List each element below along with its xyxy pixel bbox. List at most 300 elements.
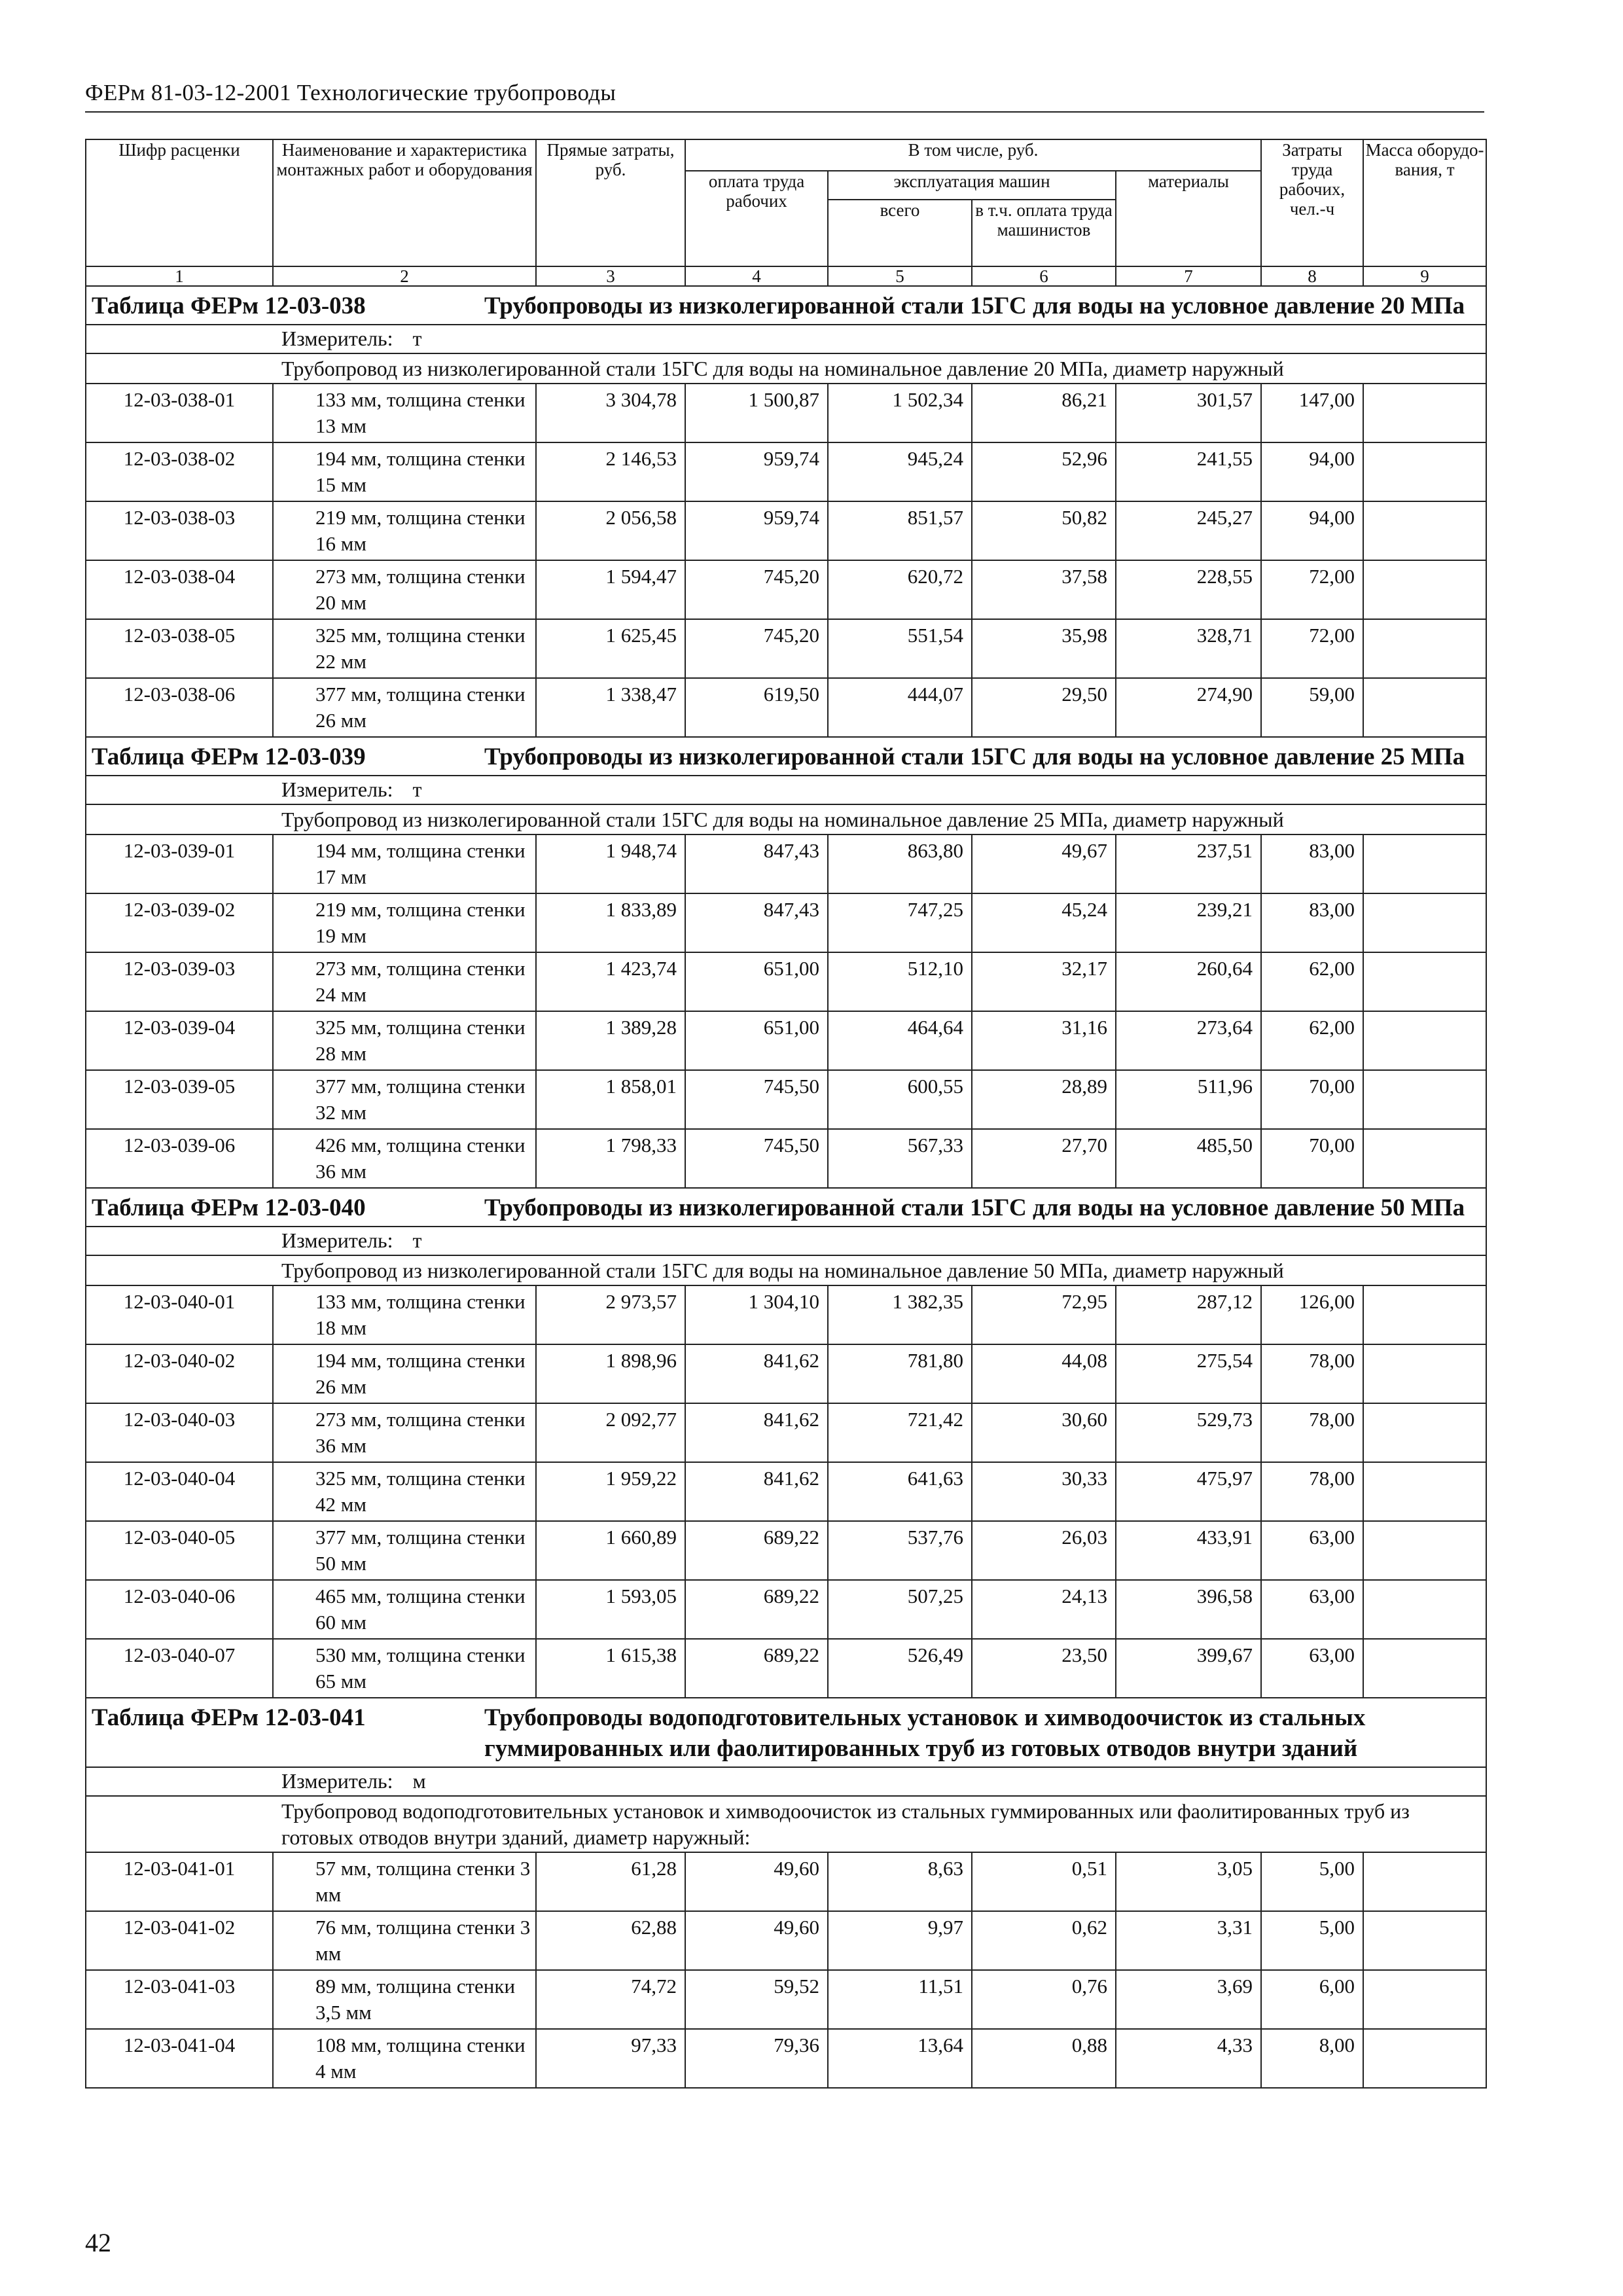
table-row xyxy=(86,678,1486,737)
cell-materials: 3,31 xyxy=(1116,1911,1261,1970)
cell-labor: 745,50 xyxy=(685,1070,828,1129)
section-code: Таблица ФЕРм 12-03-041 xyxy=(92,1704,366,1731)
cell-mass xyxy=(1363,1852,1486,1911)
cell-mass xyxy=(1363,442,1486,501)
cell-name: 219 мм, толщина стенки 16 мм xyxy=(273,501,536,560)
cell-materials: 237,51 xyxy=(1116,834,1261,893)
cell-materials: 4,33 xyxy=(1116,2029,1261,2088)
cell-m-total: 1 382,35 xyxy=(828,1285,972,1344)
cell-m-total: 863,80 xyxy=(828,834,972,893)
table-row xyxy=(86,1344,1486,1403)
cell-m-labor: 28,89 xyxy=(972,1070,1116,1129)
cell-workers: 147,00 xyxy=(1261,384,1363,442)
section-title xyxy=(86,1189,1486,1226)
cell-name: 133 мм, толщина стенки 13 мм xyxy=(273,384,536,442)
cell-materials: 529,73 xyxy=(1116,1403,1261,1462)
cell-labor: 841,62 xyxy=(685,1344,828,1403)
cell-labor: 651,00 xyxy=(685,1011,828,1070)
cell-mass xyxy=(1363,1011,1486,1070)
cell-m-total: 526,49 xyxy=(828,1639,972,1698)
cell-labor: 59,52 xyxy=(685,1970,828,2029)
section-heading: Трубопроводы из низколегированной стали 15ГС для воды на условное давление 25 МПа xyxy=(484,744,1465,770)
cell-name: 194 мм, толщина стенки 17 мм xyxy=(273,834,536,893)
section-heading: Трубопроводы из низколегированной стали 15ГС для воды на условное давление 50 МПа xyxy=(484,1194,1465,1221)
cell-direct: 1 615,38 xyxy=(536,1639,685,1698)
table-row xyxy=(86,1129,1486,1188)
cell-labor: 689,22 xyxy=(685,1639,828,1698)
cell-name: 325 мм, толщина стенки 42 мм xyxy=(273,1462,536,1521)
table-row xyxy=(86,1521,1486,1580)
table-row xyxy=(86,442,1486,501)
cell-direct: 2 056,58 xyxy=(536,501,685,560)
cell-materials: 260,64 xyxy=(1116,952,1261,1011)
cell-workers: 6,00 xyxy=(1261,1970,1363,2029)
cell-labor: 49,60 xyxy=(685,1911,828,1970)
cell-m-labor: 37,58 xyxy=(972,560,1116,619)
measure-label: Измеритель: xyxy=(281,1229,393,1252)
section-title xyxy=(86,1698,1486,1767)
cell-materials: 399,67 xyxy=(1116,1639,1261,1698)
cell-direct: 2 146,53 xyxy=(536,442,685,501)
cell-workers: 70,00 xyxy=(1261,1070,1363,1129)
cell-code: 12-03-038-06 xyxy=(86,678,273,737)
table-row xyxy=(86,1285,1486,1344)
cell-m-total: 551,54 xyxy=(828,619,972,678)
cell-m-labor: 45,24 xyxy=(972,893,1116,952)
cell-labor: 651,00 xyxy=(685,952,828,1011)
cell-materials: 228,55 xyxy=(1116,560,1261,619)
section-measure-cell xyxy=(86,325,1486,353)
table-row xyxy=(86,1070,1486,1129)
cell-mass xyxy=(1363,1580,1486,1639)
section-description: Трубопровод из низколегированной стали 15ГС для воды на номинальное давление 25 МПа, диаметр наружный xyxy=(86,804,1486,834)
cell-direct: 3 304,78 xyxy=(536,384,685,442)
cell-direct: 1 858,01 xyxy=(536,1070,685,1129)
section-title-row xyxy=(86,1698,1486,1767)
cell-code: 12-03-040-02 xyxy=(86,1344,273,1403)
section-measure xyxy=(86,1768,1486,1795)
section-description-row xyxy=(86,1796,1486,1852)
cell-workers: 78,00 xyxy=(1261,1462,1363,1521)
section-title-row xyxy=(86,737,1486,776)
cell-workers: 94,00 xyxy=(1261,501,1363,560)
col-number: 5 xyxy=(828,266,972,286)
cell-materials: 475,97 xyxy=(1116,1462,1261,1521)
cell-direct: 1 389,28 xyxy=(536,1011,685,1070)
cell-workers: 62,00 xyxy=(1261,1011,1363,1070)
col-number: 7 xyxy=(1116,266,1261,286)
cell-code: 12-03-041-02 xyxy=(86,1911,273,1970)
col-number: 2 xyxy=(273,266,536,286)
cell-direct: 1 625,45 xyxy=(536,619,685,678)
cell-m-total: 1 502,34 xyxy=(828,384,972,442)
cell-m-labor: 35,98 xyxy=(972,619,1116,678)
cell-workers: 59,00 xyxy=(1261,678,1363,737)
col-number: 3 xyxy=(536,266,685,286)
cell-mass xyxy=(1363,501,1486,560)
cell-m-total: 747,25 xyxy=(828,893,972,952)
cell-code: 12-03-039-01 xyxy=(86,834,273,893)
section-title-cell xyxy=(86,286,1486,325)
cell-direct: 1 423,74 xyxy=(536,952,685,1011)
cell-m-labor: 0,76 xyxy=(972,1970,1116,2029)
cell-code: 12-03-039-03 xyxy=(86,952,273,1011)
section-code: Таблица ФЕРм 12-03-038 xyxy=(92,293,366,319)
cell-name: 219 мм, толщина стенки 19 мм xyxy=(273,893,536,952)
cell-mass xyxy=(1363,678,1486,737)
cell-direct: 74,72 xyxy=(536,1970,685,2029)
cell-code: 12-03-040-05 xyxy=(86,1521,273,1580)
cell-workers: 72,00 xyxy=(1261,619,1363,678)
cell-mass xyxy=(1363,952,1486,1011)
cell-mass xyxy=(1363,1521,1486,1580)
cell-workers: 70,00 xyxy=(1261,1129,1363,1188)
table-row xyxy=(86,1462,1486,1521)
cell-labor: 847,43 xyxy=(685,834,828,893)
cell-mass xyxy=(1363,1911,1486,1970)
col-header-code: Шифр расценки xyxy=(86,139,273,266)
table-row xyxy=(86,1639,1486,1698)
cell-workers: 5,00 xyxy=(1261,1852,1363,1911)
section-title xyxy=(86,738,1486,775)
section-description: Трубопровод из низколегированной стали 15ГС для воды на номинальное давление 50 МПа, диаметр наружный xyxy=(86,1255,1486,1285)
section-measure-cell xyxy=(86,776,1486,804)
cell-name: 89 мм, толщина стенки 3,5 мм xyxy=(273,1970,536,2029)
cell-workers: 78,00 xyxy=(1261,1403,1363,1462)
cell-direct: 62,88 xyxy=(536,1911,685,1970)
cell-m-labor: 50,82 xyxy=(972,501,1116,560)
cell-materials: 485,50 xyxy=(1116,1129,1261,1188)
cell-m-labor: 44,08 xyxy=(972,1344,1116,1403)
cell-m-total: 13,64 xyxy=(828,2029,972,2088)
cell-materials: 245,27 xyxy=(1116,501,1261,560)
cell-code: 12-03-038-05 xyxy=(86,619,273,678)
cell-m-labor: 72,95 xyxy=(972,1285,1116,1344)
cell-name: 325 мм, толщина стенки 28 мм xyxy=(273,1011,536,1070)
col-header-mass: Масса оборудо-вания, т xyxy=(1363,139,1486,266)
section-description: Трубопровод водоподготовительных установок и химводоочисток из стальных гуммированных или фаолитированных труб из готовых отводов внутри зданий, диаметр наружный: xyxy=(86,1796,1486,1852)
table-row xyxy=(86,560,1486,619)
cell-name: 377 мм, толщина стенки 32 мм xyxy=(273,1070,536,1129)
cell-workers: 78,00 xyxy=(1261,1344,1363,1403)
cell-mass xyxy=(1363,834,1486,893)
cell-materials: 511,96 xyxy=(1116,1070,1261,1129)
cell-direct: 1 959,22 xyxy=(536,1462,685,1521)
section-description-row xyxy=(86,804,1486,834)
cell-name: 530 мм, толщина стенки 65 мм xyxy=(273,1639,536,1698)
section-description-row xyxy=(86,353,1486,384)
cell-code: 12-03-040-07 xyxy=(86,1639,273,1698)
cell-materials: 273,64 xyxy=(1116,1011,1261,1070)
table-row xyxy=(86,834,1486,893)
col-header-incl: В том числе, руб. xyxy=(685,139,1261,171)
cell-workers: 83,00 xyxy=(1261,893,1363,952)
col-number: 6 xyxy=(972,266,1116,286)
measure-unit: т xyxy=(412,778,422,801)
table-row xyxy=(86,952,1486,1011)
cell-m-total: 11,51 xyxy=(828,1970,972,2029)
cell-m-total: 781,80 xyxy=(828,1344,972,1403)
cell-workers: 83,00 xyxy=(1261,834,1363,893)
cell-m-total: 444,07 xyxy=(828,678,972,737)
section-measure xyxy=(86,325,1486,353)
cell-name: 76 мм, толщина стенки 3 мм xyxy=(273,1911,536,1970)
cell-direct: 1 948,74 xyxy=(536,834,685,893)
cell-labor: 841,62 xyxy=(685,1403,828,1462)
col-header-machines: эксплуатация машин xyxy=(828,171,1116,200)
cell-code: 12-03-040-03 xyxy=(86,1403,273,1462)
cell-labor: 689,22 xyxy=(685,1521,828,1580)
col-header-name: Наименование и характеристика монтажных работ и оборудования xyxy=(273,139,536,266)
cell-name: 273 мм, толщина стенки 24 мм xyxy=(273,952,536,1011)
cell-labor: 1 500,87 xyxy=(685,384,828,442)
cell-m-labor: 0,51 xyxy=(972,1852,1116,1911)
cell-code: 12-03-039-04 xyxy=(86,1011,273,1070)
col-header-machines-labor: в т.ч. оплата труда машинистов xyxy=(972,200,1116,266)
col-number: 9 xyxy=(1363,266,1486,286)
cell-code: 12-03-041-03 xyxy=(86,1970,273,2029)
cell-labor: 1 304,10 xyxy=(685,1285,828,1344)
cell-labor: 619,50 xyxy=(685,678,828,737)
col-number: 1 xyxy=(86,266,273,286)
section-code: Таблица ФЕРм 12-03-039 xyxy=(92,744,366,770)
cell-m-labor: 29,50 xyxy=(972,678,1116,737)
cell-direct: 61,28 xyxy=(536,1852,685,1911)
measure-label: Измеритель: xyxy=(281,1769,393,1793)
cell-labor: 959,74 xyxy=(685,442,828,501)
cell-m-labor: 31,16 xyxy=(972,1011,1116,1070)
cell-code: 12-03-038-01 xyxy=(86,384,273,442)
cell-mass xyxy=(1363,560,1486,619)
cell-m-labor: 30,33 xyxy=(972,1462,1116,1521)
section-measure-row xyxy=(86,1767,1486,1796)
cell-mass xyxy=(1363,2029,1486,2088)
cell-mass xyxy=(1363,1129,1486,1188)
table-row xyxy=(86,1403,1486,1462)
table-row xyxy=(86,2029,1486,2088)
section-measure-row xyxy=(86,776,1486,804)
cell-mass xyxy=(1363,1285,1486,1344)
section-title-cell xyxy=(86,1698,1486,1767)
cell-direct: 1 833,89 xyxy=(536,893,685,952)
cell-materials: 287,12 xyxy=(1116,1285,1261,1344)
cell-code: 12-03-040-06 xyxy=(86,1580,273,1639)
measure-unit: т xyxy=(412,327,422,350)
cell-direct: 1 594,47 xyxy=(536,560,685,619)
section-measure xyxy=(86,776,1486,804)
cell-mass xyxy=(1363,1639,1486,1698)
measure-unit: т xyxy=(412,1229,422,1252)
cell-name: 57 мм, толщина стенки 3 мм xyxy=(273,1852,536,1911)
cell-materials: 3,69 xyxy=(1116,1970,1261,2029)
cell-workers: 126,00 xyxy=(1261,1285,1363,1344)
table-row xyxy=(86,501,1486,560)
cell-m-labor: 49,67 xyxy=(972,834,1116,893)
cell-code: 12-03-039-05 xyxy=(86,1070,273,1129)
cell-m-labor: 86,21 xyxy=(972,384,1116,442)
cell-materials: 396,58 xyxy=(1116,1580,1261,1639)
section-heading: Трубопроводы из низколегированной стали 15ГС для воды на условное давление 20 МПа xyxy=(484,293,1465,319)
cell-m-total: 945,24 xyxy=(828,442,972,501)
cell-mass xyxy=(1363,893,1486,952)
cell-name: 194 мм, толщина стенки 26 мм xyxy=(273,1344,536,1403)
table-row xyxy=(86,1852,1486,1911)
cell-code: 12-03-038-04 xyxy=(86,560,273,619)
cell-materials: 433,91 xyxy=(1116,1521,1261,1580)
cell-labor: 745,20 xyxy=(685,619,828,678)
cell-direct: 1 593,05 xyxy=(536,1580,685,1639)
table-row xyxy=(86,893,1486,952)
cell-workers: 8,00 xyxy=(1261,2029,1363,2088)
section-title-cell xyxy=(86,737,1486,776)
cell-materials: 328,71 xyxy=(1116,619,1261,678)
cell-name: 108 мм, толщина стенки 4 мм xyxy=(273,2029,536,2088)
rates-table xyxy=(85,139,1487,2089)
cell-m-labor: 52,96 xyxy=(972,442,1116,501)
section-heading: Трубопроводы водоподготовительных установок и химводоочисток из стальных гуммированных или фаолитированных труб из готовых отводов внутри зданий xyxy=(484,1704,1366,1762)
cell-code: 12-03-039-06 xyxy=(86,1129,273,1188)
cell-m-total: 600,55 xyxy=(828,1070,972,1129)
cell-labor: 79,36 xyxy=(685,2029,828,2088)
cell-direct: 2 973,57 xyxy=(536,1285,685,1344)
section-code: Таблица ФЕРм 12-03-040 xyxy=(92,1194,366,1221)
cell-workers: 72,00 xyxy=(1261,560,1363,619)
cell-m-labor: 26,03 xyxy=(972,1521,1116,1580)
cell-workers: 63,00 xyxy=(1261,1580,1363,1639)
cell-materials: 241,55 xyxy=(1116,442,1261,501)
cell-direct: 1 338,47 xyxy=(536,678,685,737)
cell-materials: 274,90 xyxy=(1116,678,1261,737)
cell-m-total: 507,25 xyxy=(828,1580,972,1639)
cell-m-total: 851,57 xyxy=(828,501,972,560)
cell-direct: 1 798,33 xyxy=(536,1129,685,1188)
cell-m-total: 464,64 xyxy=(828,1011,972,1070)
cell-name: 325 мм, толщина стенки 22 мм xyxy=(273,619,536,678)
cell-mass xyxy=(1363,1344,1486,1403)
cell-workers: 5,00 xyxy=(1261,1911,1363,1970)
table-row xyxy=(86,1911,1486,1970)
cell-m-total: 537,76 xyxy=(828,1521,972,1580)
page-number: 42 xyxy=(85,2228,111,2257)
section-measure-cell xyxy=(86,1227,1486,1255)
cell-mass xyxy=(1363,1462,1486,1521)
cell-m-total: 9,97 xyxy=(828,1911,972,1970)
measure-label: Измеритель: xyxy=(281,778,393,801)
table-row xyxy=(86,1011,1486,1070)
cell-labor: 49,60 xyxy=(685,1852,828,1911)
cell-labor: 689,22 xyxy=(685,1580,828,1639)
section-description: Трубопровод из низколегированной стали 15ГС для воды на номинальное давление 20 МПа, диаметр наружный xyxy=(86,353,1486,384)
cell-m-labor: 27,70 xyxy=(972,1129,1116,1188)
cell-code: 12-03-040-04 xyxy=(86,1462,273,1521)
table-body xyxy=(86,286,1486,2088)
cell-m-total: 8,63 xyxy=(828,1852,972,1911)
cell-code: 12-03-040-01 xyxy=(86,1285,273,1344)
cell-name: 377 мм, толщина стенки 26 мм xyxy=(273,678,536,737)
cell-mass xyxy=(1363,619,1486,678)
cell-m-total: 721,42 xyxy=(828,1403,972,1462)
cell-mass xyxy=(1363,1970,1486,2029)
cell-code: 12-03-041-01 xyxy=(86,1852,273,1911)
cell-materials: 239,21 xyxy=(1116,893,1261,952)
section-measure-row xyxy=(86,1227,1486,1255)
section-title-cell xyxy=(86,1188,1486,1227)
cell-materials: 301,57 xyxy=(1116,384,1261,442)
cell-m-labor: 23,50 xyxy=(972,1639,1116,1698)
table-row xyxy=(86,1970,1486,2029)
cell-mass xyxy=(1363,1070,1486,1129)
cell-code: 12-03-038-02 xyxy=(86,442,273,501)
cell-name: 273 мм, толщина стенки 20 мм xyxy=(273,560,536,619)
cell-name: 133 мм, толщина стенки 18 мм xyxy=(273,1285,536,1344)
col-number: 8 xyxy=(1261,266,1363,286)
cell-m-labor: 24,13 xyxy=(972,1580,1116,1639)
col-number: 4 xyxy=(685,266,828,286)
section-title xyxy=(86,287,1486,324)
cell-name: 426 мм, толщина стенки 36 мм xyxy=(273,1129,536,1188)
cell-mass xyxy=(1363,384,1486,442)
section-description-row xyxy=(86,1255,1486,1285)
measure-label: Измеритель: xyxy=(281,327,393,350)
cell-code: 12-03-038-03 xyxy=(86,501,273,560)
cell-name: 273 мм, толщина стенки 36 мм xyxy=(273,1403,536,1462)
col-header-machines-total: всего xyxy=(828,200,972,266)
cell-direct: 97,33 xyxy=(536,2029,685,2088)
table-row xyxy=(86,619,1486,678)
cell-materials: 3,05 xyxy=(1116,1852,1261,1911)
section-measure-cell xyxy=(86,1767,1486,1796)
cell-m-labor: 0,62 xyxy=(972,1911,1116,1970)
cell-mass xyxy=(1363,1403,1486,1462)
cell-labor: 745,20 xyxy=(685,560,828,619)
cell-direct: 2 092,77 xyxy=(536,1403,685,1462)
cell-m-total: 567,33 xyxy=(828,1129,972,1188)
col-header-labor: оплата труда рабочих xyxy=(685,171,828,266)
cell-direct: 1 660,89 xyxy=(536,1521,685,1580)
document-header: ФЕРм 81-03-12-2001 Технологические трубопроводы xyxy=(85,77,1484,113)
cell-m-total: 512,10 xyxy=(828,952,972,1011)
section-title-row xyxy=(86,1188,1486,1227)
cell-m-labor: 30,60 xyxy=(972,1403,1116,1462)
cell-m-labor: 0,88 xyxy=(972,2029,1116,2088)
measure-unit: м xyxy=(412,1769,426,1793)
cell-labor: 841,62 xyxy=(685,1462,828,1521)
cell-workers: 94,00 xyxy=(1261,442,1363,501)
cell-name: 377 мм, толщина стенки 50 мм xyxy=(273,1521,536,1580)
cell-labor: 745,50 xyxy=(685,1129,828,1188)
cell-direct: 1 898,96 xyxy=(536,1344,685,1403)
cell-name: 465 мм, толщина стенки 60 мм xyxy=(273,1580,536,1639)
table-header xyxy=(86,139,1486,286)
cell-workers: 62,00 xyxy=(1261,952,1363,1011)
section-measure xyxy=(86,1227,1486,1255)
cell-code: 12-03-039-02 xyxy=(86,893,273,952)
cell-workers: 63,00 xyxy=(1261,1639,1363,1698)
table-row xyxy=(86,384,1486,442)
cell-materials: 275,54 xyxy=(1116,1344,1261,1403)
cell-m-total: 641,63 xyxy=(828,1462,972,1521)
cell-workers: 63,00 xyxy=(1261,1521,1363,1580)
cell-labor: 847,43 xyxy=(685,893,828,952)
table-row xyxy=(86,1580,1486,1639)
cell-labor: 959,74 xyxy=(685,501,828,560)
section-measure-row xyxy=(86,325,1486,353)
cell-m-total: 620,72 xyxy=(828,560,972,619)
cell-m-labor: 32,17 xyxy=(972,952,1116,1011)
section-title-row xyxy=(86,286,1486,325)
cell-code: 12-03-041-04 xyxy=(86,2029,273,2088)
col-header-materials: материалы xyxy=(1116,171,1261,266)
